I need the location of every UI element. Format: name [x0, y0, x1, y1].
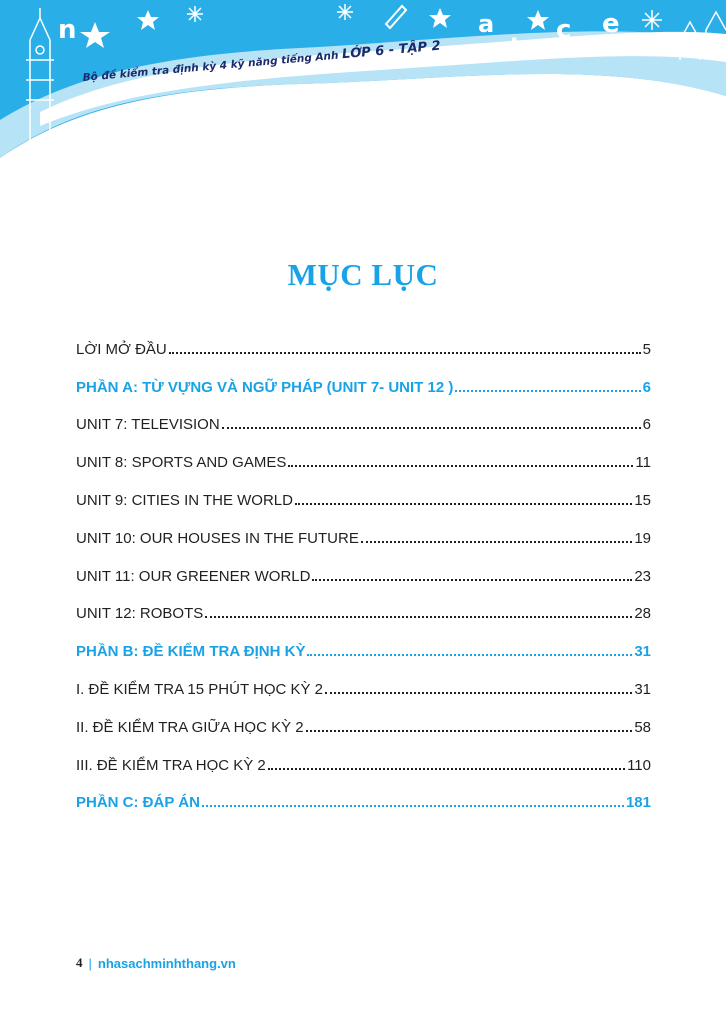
footer-page-number: 4: [76, 955, 83, 970]
toc-section-row: [76, 622, 651, 660]
toc-entry-row: [76, 736, 651, 774]
toc-entry-label: UNIT 12: ROBOTS: [76, 605, 204, 623]
toc-entry-label: PHẦN B: ĐỀ KIỂM TRA ĐỊNH KỲ: [76, 643, 306, 661]
toc-dot-leader: [325, 692, 632, 694]
toc-entry-row: [76, 585, 651, 623]
toc-entry-label: I. ĐỀ KIỂM TRA 15 PHÚT HỌC KỲ 2: [76, 680, 324, 698]
toc-page-number: 5: [642, 340, 651, 358]
toc-entry-row: [76, 320, 651, 358]
toc-entry-row: [76, 471, 651, 509]
toc-dot-leader: [295, 503, 632, 505]
toc-entry-row: [76, 396, 651, 434]
toc-page-number: 15: [634, 491, 651, 509]
letter-e: e: [602, 9, 620, 39]
series-title-text: Bộ đề kiểm tra định kỳ 4 kỹ năng tiếng Anh: [82, 49, 339, 84]
toc-entry-label: II. ĐỀ KIỂM TRA GIỮA HỌC KỲ 2: [76, 718, 304, 736]
toc-page-number: 181: [625, 794, 651, 812]
toc-entry-label: UNIT 7: TELEVISION: [76, 416, 220, 434]
toc-section-row: [76, 358, 651, 396]
header-banner: [0, 0, 726, 170]
toc-entry-label: UNIT 8: SPORTS AND GAMES: [76, 454, 287, 472]
toc-dot-leader: [202, 805, 624, 807]
toc-dot-leader: [222, 427, 641, 429]
table-of-contents: [76, 320, 651, 811]
toc-dot-leader: [268, 768, 625, 770]
toc-entry-row: [76, 660, 651, 698]
toc-entry-label: PHẦN A: TỪ VỰNG VÀ NGỮ PHÁP (UNIT 7- UNIT 12 ): [76, 378, 454, 396]
toc-entry-label: UNIT 9: CITIES IN THE WORLD: [76, 491, 293, 509]
toc-dot-leader: [361, 541, 632, 543]
toc-page-number: 31: [634, 680, 651, 698]
toc-entry-row: [76, 509, 651, 547]
toc-dot-leader: [169, 352, 641, 354]
footer-separator: |: [88, 955, 92, 971]
toc-entry-label: LỜI MỞ ĐẦU: [76, 340, 167, 358]
toc-entry-label: UNIT 11: OUR GREENER WORLD: [76, 567, 311, 585]
toc-page-number: 58: [634, 718, 651, 736]
page-footer: [76, 955, 236, 971]
toc-page-number: 11: [635, 454, 651, 472]
page-title: MỤC LỤC: [287, 256, 439, 292]
toc-page-number: 19: [634, 529, 651, 547]
letter-b: b: [510, 34, 528, 62]
toc-entry-row: [76, 547, 651, 585]
grade-text: LỚP 6 - TẬP 2: [341, 38, 442, 63]
toc-dot-leader: [288, 465, 633, 467]
letter-n: n: [58, 15, 77, 45]
footer-website: nhasachminhthang.vn: [97, 955, 236, 971]
toc-entry-label: UNIT 10: OUR HOUSES IN THE FUTURE: [76, 529, 359, 547]
toc-page-number: 23: [634, 567, 651, 585]
toc-section-row: [76, 774, 651, 812]
toc-dot-leader: [205, 616, 632, 618]
toc-dot-leader: [306, 730, 633, 732]
toc-entry-row: [76, 698, 651, 736]
toc-entry-row: [76, 433, 651, 471]
toc-dot-leader: [307, 654, 632, 656]
toc-page-number: 6: [642, 416, 651, 434]
toc-page-number: 110: [627, 756, 651, 774]
toc-entry-label: III. ĐỀ KIỂM TRA HỌC KỲ 2: [76, 756, 266, 774]
toc-dot-leader: [455, 390, 640, 392]
toc-dot-leader: [312, 579, 632, 581]
letter-a: a: [478, 10, 495, 38]
toc-page-number: 28: [634, 605, 651, 623]
toc-entry-label: PHẦN C: ĐÁP ÁN: [76, 794, 200, 812]
toc-page-number: 6: [642, 378, 651, 396]
toc-page-number: 31: [634, 643, 651, 661]
letter-c: c: [556, 15, 572, 45]
